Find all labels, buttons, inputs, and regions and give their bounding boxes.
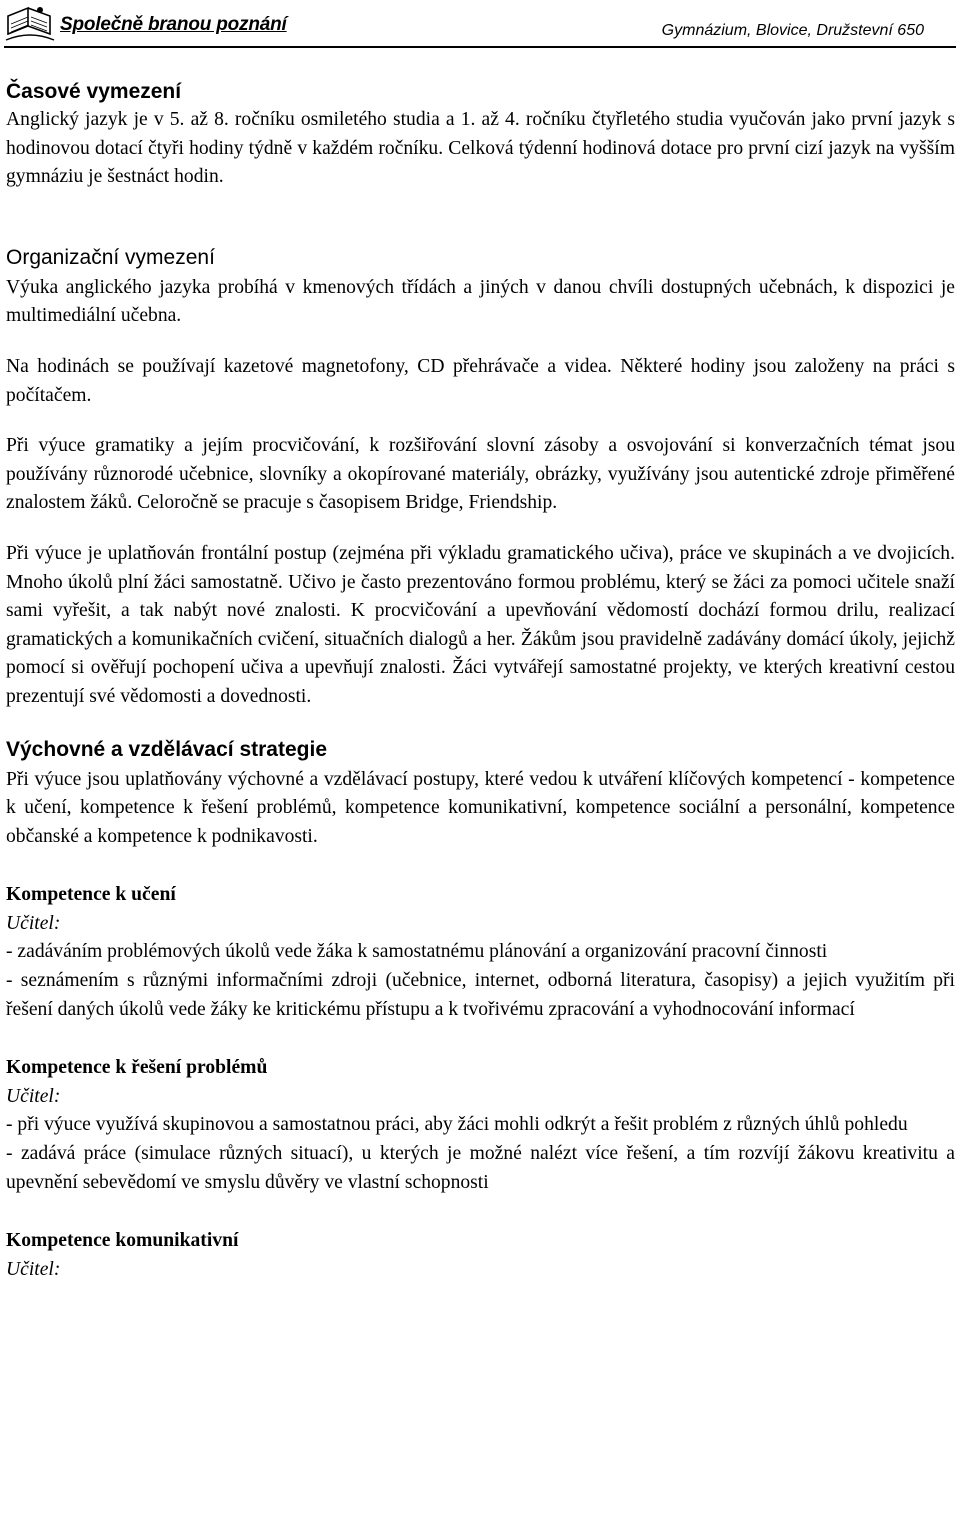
heading-org: Organizační vymezení — [6, 245, 215, 269]
para-org-3: Při výuce gramatiky a jejím procvičování, k rozšiřování slovní zásoby a osvojování si konverzačních témat jsou používány různorodé učebnice, slovníky a okopírované materiály, obrázky, využívány jsou autentické zdroje přiměřené znalostem žáků. Celoročně se pracuje s časopisem Bridge, Friendship. — [6, 435, 955, 514]
page-header — [0, 0, 960, 50]
heading-competence-communicative: Kompetence komunikativní — [6, 1230, 239, 1252]
learning-item-1: - zadáváním problémových úkolů vede žáka k samostatnému plánování a organizování pracovní činnosti — [6, 941, 828, 963]
document-body — [6, 78, 955, 1284]
logo-text: Společně branou poznání — [60, 14, 287, 35]
para-strategies: Při výuce jsou uplatňovány výchovné a vzdělávací postupy, které vedou k utváření klíčových kompetencí - kompetence k učení, kompetence k řešení problémů, kompetence komunikativní, kompetence sociální a personální, kompetence občanské a kompetence k podnikavosti. — [6, 768, 955, 847]
para-org-1: Výuka anglického jazyka probíhá v kmenových třídách a jiných v danou chvíli dostupných učebnách, k dispozici je multimediální učebna. — [6, 276, 955, 327]
teacher-label: Učitel: — [6, 1258, 61, 1280]
para-time: Anglický jazyk je v 5. až 8. ročníku osmiletého studia a 1. až 4. ročníku čtyřletého studia vyučován jako první jazyk s hodinovou dotací čtyři hodiny týdně v každém ročníku. Celková týdenní hodinová dotace pro první cizí jazyk na vyšším gymnáziu je šestnáct hodin. — [6, 109, 955, 188]
book-logo-icon — [4, 4, 56, 44]
school-address: Gymnázium, Blovice, Družstevní 650 — [661, 22, 924, 39]
problems-item-1: - při výuce využívá skupinovou a samostatnou práci, aby žáci mohli odkrýt a řešit problém z různých úhlů pohledu — [6, 1114, 908, 1136]
problems-item-2: - zadává práce (simulace různých situací), u kterých je možné nalézt více řešení, a tím rozvíjí žákovu kreativitu a upevnění sebevědomí ve smyslu důvěry ve vlastní schopnosti — [6, 1143, 955, 1193]
heading-time: Časové vymezení — [6, 80, 182, 103]
heading-competence-problems: Kompetence k řešení problémů — [6, 1057, 268, 1079]
teacher-label: Učitel: — [6, 912, 61, 934]
para-org-4: Při výuce je uplatňován frontální postup (zejména při výkladu gramatického učiva), práce ve skupinách a ve dvojicích. Mnoho úkolů plní žáci samostatně. Učivo je často prezentováno formou problému, který se žáci za pomoci učitele snaží sami vyřešit, a tak nabýt nové znalosti. K procvičování a upevňování vědomostí dochází formou drilu, realizací gramatických a komunikačních cvičení, situačních dialogů a her. Žákům jsou pravidelně zadávány domácí úkoly, jejichž pomocí si ověřují pochopení učiva a upevňují znalosti. Žáci vytvářejí samostatné projekty, ve kterých kreativní cestou prezentují své vědomosti a dovednosti. — [6, 542, 955, 707]
heading-strategies: Výchovné a vzdělávací strategie — [6, 737, 327, 761]
para-org-2: Na hodinách se používají kazetové magnetofony, CD přehrávače a videa. Některé hodiny jsou založeny na práci s počítačem. — [6, 355, 955, 406]
heading-competence-learning: Kompetence k učení — [6, 884, 176, 906]
teacher-label: Učitel: — [6, 1085, 61, 1107]
learning-item-2: - seznámením s různými informačními zdroji (učebnice, internet, odborná literatura, časopisy) a jejich využitím při řešení daných úkolů vede žáky ke kritickému přístupu a k tvořivému zpracování a vyhodnocování informací — [6, 970, 955, 1020]
header-rule — [4, 46, 956, 48]
